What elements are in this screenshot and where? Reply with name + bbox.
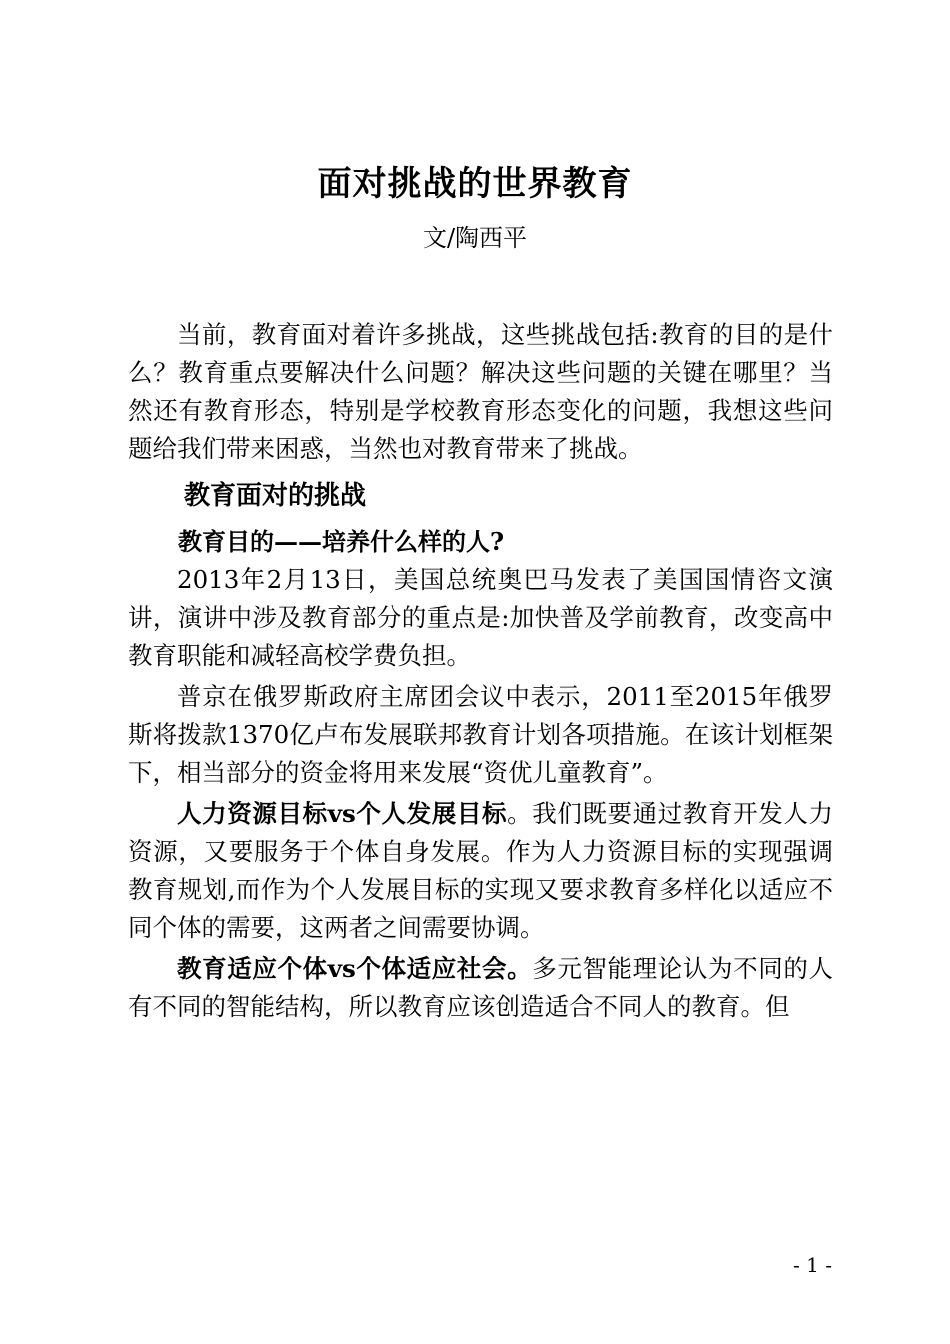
intro-paragraph: 当前，教育面对着许多挑战，这些挑战包括:教育的目的是什么？教育重点要解决什么问题？解决这些问题的关键在哪里？当然还有教育形态，特别是学校教育形态变化的问题，我想这些问题给我们带来困惑，当然也对教育带来了挑战。	[128, 320, 833, 463]
obama-paragraph: 2013年2月13日，美国总统奥巴马发表了美国国情咨文演讲，演讲中涉及教育部分的重点是:加快普及学前教育，改变高中教育职能和减轻高校学费负担。	[128, 565, 833, 670]
hr-vs-personal-text: 。我们既要通过教育开发人力资源，又要服务于个体自身发展。作为人力资源目标的实现强调教育规划,而作为个人发展目标的实现又要求教育多样化以适应不同个体的需要，这两者之间需要协调。	[128, 799, 834, 942]
individual-vs-society-text: 多元智能理论认为不同的人有不同的智能结构，所以教育应该创造适合不同人的教育。但	[128, 954, 834, 1021]
document-title: 面对挑战的世界教育	[317, 164, 633, 204]
page-number: - 1 -	[793, 1253, 832, 1277]
putin-paragraph: 普京在俄罗斯政府主席团会议中表示，2011至2015年俄罗斯将拨款1370亿卢布发展联邦教育计划各项措施。在该计划框架下，相当部分的资金将用来发展“资优儿童教育”。	[128, 682, 833, 787]
document-body	[128, 316, 833, 1026]
hr-vs-personal-paragraph	[128, 795, 833, 947]
individual-vs-society-paragraph	[128, 950, 833, 1026]
individual-vs-society-heading: 教育适应个体vs个体适应社会。	[177, 954, 533, 983]
document-author: 文/陶西平	[422, 224, 528, 252]
subsection-heading: 教育目的——培养什么样的人?	[178, 527, 505, 556]
hr-vs-personal-heading: 人力资源目标vs个人发展目标	[177, 799, 508, 828]
section-heading: 教育面对的挑战	[184, 481, 367, 511]
